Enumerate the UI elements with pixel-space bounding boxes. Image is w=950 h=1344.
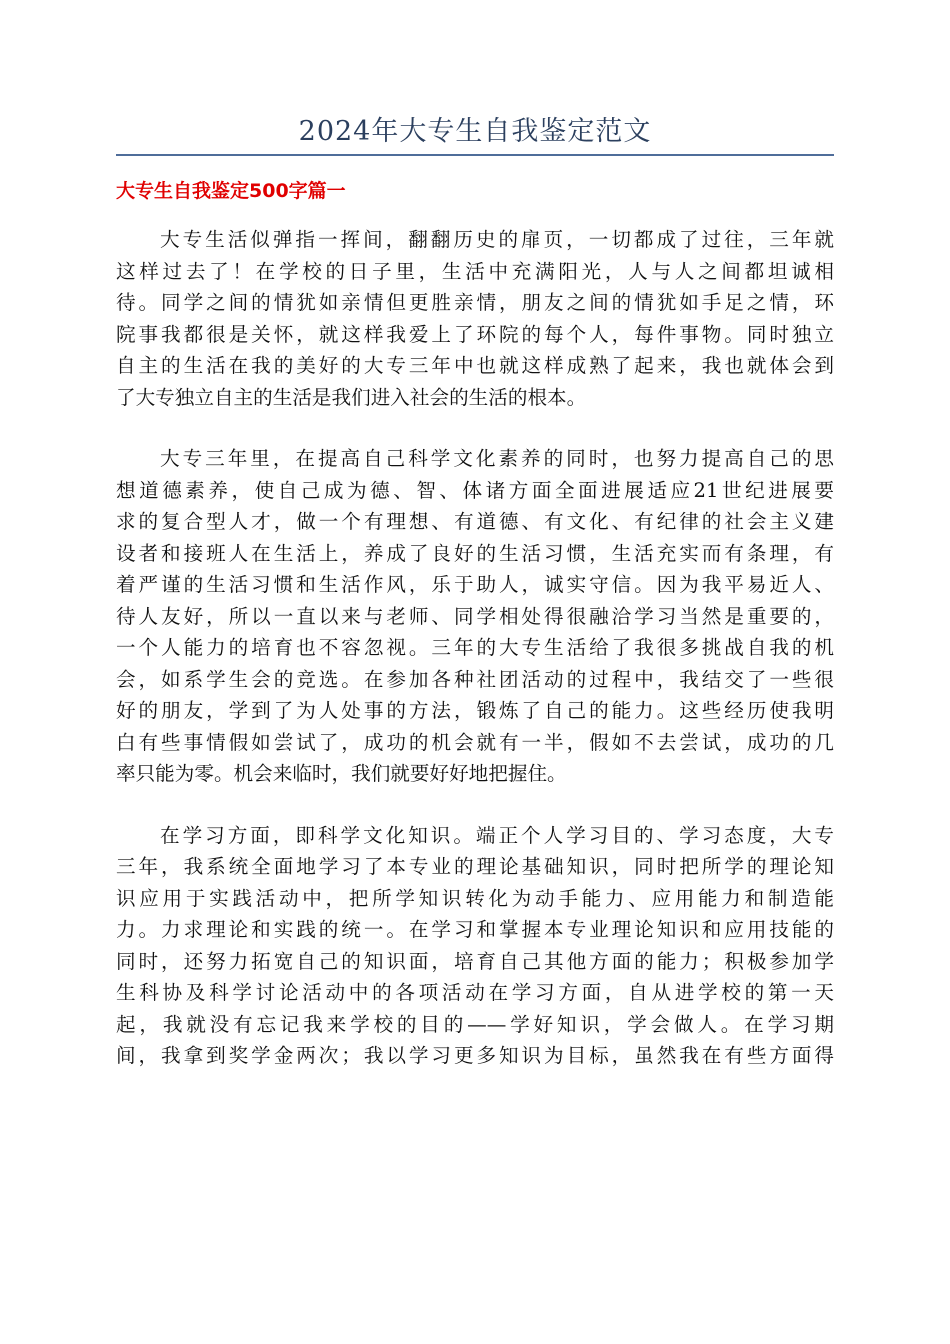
text-line: 待人友好，所以一直以来与老师、同学相处得很融洽学习当然是重要的， [116,604,834,628]
text-line: 生科协及科学讨论活动中的各项活动在学习方面，自从进学校的第一天 [116,981,834,1004]
text-line: 率只能为零。机会来临时，我们就要好好地把握住。 [116,762,567,785]
text-line: 待。同学之间的情犹如亲情但更胜亲情，朋友之间的情犹如手足之情，环 [116,291,834,314]
text-line: 着严谨的生活习惯和生活作风，乐于助人，诚实守信。因为我平易近人、 [116,573,834,596]
title-divider [116,154,834,156]
document-title: 2024年大专生自我鉴定范文 [298,116,652,147]
text-line: 自主的生活在我的美好的大专三年中也就这样成熟了起来，我也就体会到 [116,354,834,377]
text-line: 在学习方面，即科学文化知识。端正个人学习目的、学习态度，大专 [160,823,834,847]
text-line: 起，我就没有忘记我来学校的目的——学好知识，学会做人。在学习期 [116,1012,834,1036]
text-line: 好的朋友，学到了为人处事的方法，锻炼了自己的能力。这些经历使我明 [116,699,834,722]
text-line: 同时，还努力拓宽自己的知识面，培育自己其他方面的能力；积极参加学 [116,949,834,973]
text-line: 识应用于实践活动中，把所学知识转化为动手能力、应用能力和制造能 [116,886,834,910]
text-line: 会，如系学生会的竞选。在参加各种社团活动的过程中，我结交了一些很 [116,667,834,691]
document-body [116,224,834,1102]
text-line: 大专三年里，在提高自己科学文化素养的同时，也努力提高自己的思 [160,447,834,470]
text-line: 三年，我系统全面地学习了本专业的理论基础知识，同时把所学的理论知 [116,855,834,878]
paragraph-3 [116,820,834,1072]
text-line: 求的复合型人才，做一个有理想、有道德、有文化、有纪律的社会主义建 [116,510,834,533]
text-line: 力。力求理论和实践的统一。在学习和掌握本专业理论知识和应用技能的 [116,918,834,941]
text-line: 想道德素养，使自己成为德、智、体诸方面全面进展适应21世纪进展要 [116,478,834,502]
text-line: 大专生活似弹指一挥间，翻翻历史的扉页，一切都成了过往，三年就 [160,228,834,251]
section-heading: 大专生自我鉴定500字篇一 [116,180,346,202]
text-line: 设者和接班人在生活上，养成了良好的生活习惯，生活充实而有条理，有 [116,541,834,565]
text-line: 这样过去了！在学校的日子里，生活中充满阳光，人与人之间都坦诚相 [116,259,834,283]
text-line: 院事我都很是关怀，就这样我爱上了环院的每个人，每件事物。同时独立 [116,322,834,346]
paragraph-2 [116,443,834,790]
text-line: 一个人能力的培育也不容忽视。三年的大专生活给了我很多挑战自我的机 [116,636,834,659]
text-line: 间，我拿到奖学金两次；我以学习更多知识为目标，虽然我在有些方面得 [116,1044,834,1067]
paragraph-1 [116,224,834,413]
text-line: 了大专独立自主的生活是我们进入社会的生活的根本。 [116,385,587,409]
text-line: 白有些事情假如尝试了，成功的机会就有一半，假如不去尝试，成功的几 [116,730,834,754]
